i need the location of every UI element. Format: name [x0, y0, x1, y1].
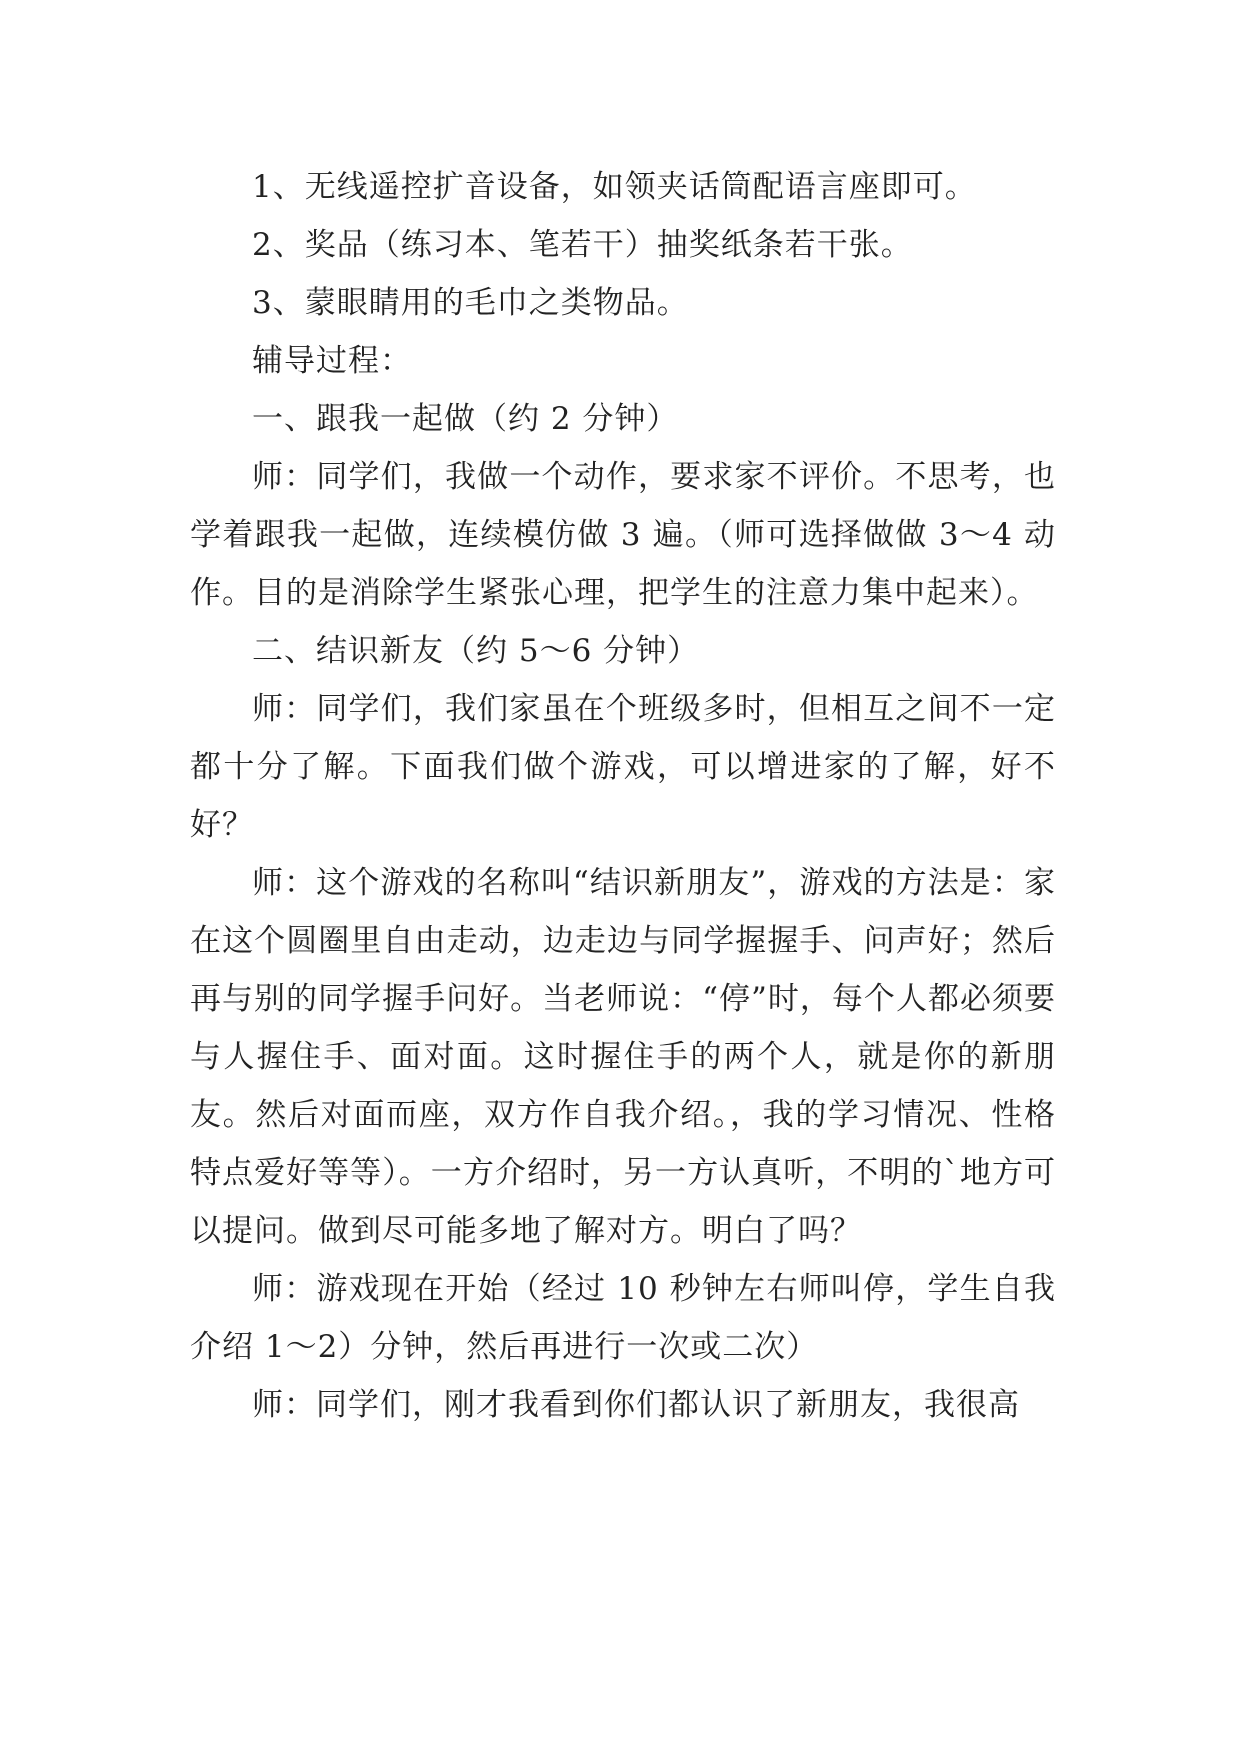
paragraph-teacher-1: 师：同学们，我做一个动作，要求家不评价。不思考，也学着跟我一起做，连续模仿做 3 遍。（师可选择做做 3～4 动作。目的是消除学生紧张心理，把学生的注意力集中起来）。: [190, 459, 1056, 611]
paragraph-materials-1: 1、无线遥控扩音设备，如领夹话筒配语言座即可。: [252, 169, 977, 205]
section-heading-process: 辅导过程：: [252, 343, 412, 379]
paragraph-teacher-5: 师：同学们，刚才我看到你们都认识了新朋友，我很高: [252, 1387, 1020, 1423]
section-heading-1: 一、跟我一起做（约 2 分钟）: [252, 401, 679, 437]
paragraph-teacher-3: 师：这个游戏的名称叫“结识新朋友”，游戏的方法是：家在这个圆圈里自由走动，边走边与同学握握手、问声好；然后再与别的同学握手问好。当老师说：“停”时，每个人都必须要与人握住手、面对面。这时握住手的两个人，就是你的新朋友。然后对面而座，双方作自我介绍。，我的学习情况、性格特点爱好等等）。一方介绍时，另一方认真听，不明的`地方可以提问。做到尽可能多地了解对方。明白了吗？: [190, 865, 1056, 1249]
paragraph-materials-2: 2、奖品（练习本、笔若干）抽奖纸条若干张。: [252, 227, 913, 263]
section-heading-2: 二、结识新友（约 5～6 分钟）: [252, 633, 700, 669]
paragraph-teacher-4: 师：游戏现在开始（经过 10 秒钟左右师叫停，学生自我介绍 1～2）分钟，然后再进行一次或二次）: [190, 1271, 1056, 1365]
paragraph-teacher-2: 师：同学们，我们家虽在个班级多时，但相互之间不一定都十分了解。下面我们做个游戏，可以增进家的了解，好不好？: [190, 691, 1056, 843]
paragraph-materials-3: 3、蒙眼睛用的毛巾之类物品。: [252, 285, 689, 321]
document-body: [190, 158, 1056, 1434]
